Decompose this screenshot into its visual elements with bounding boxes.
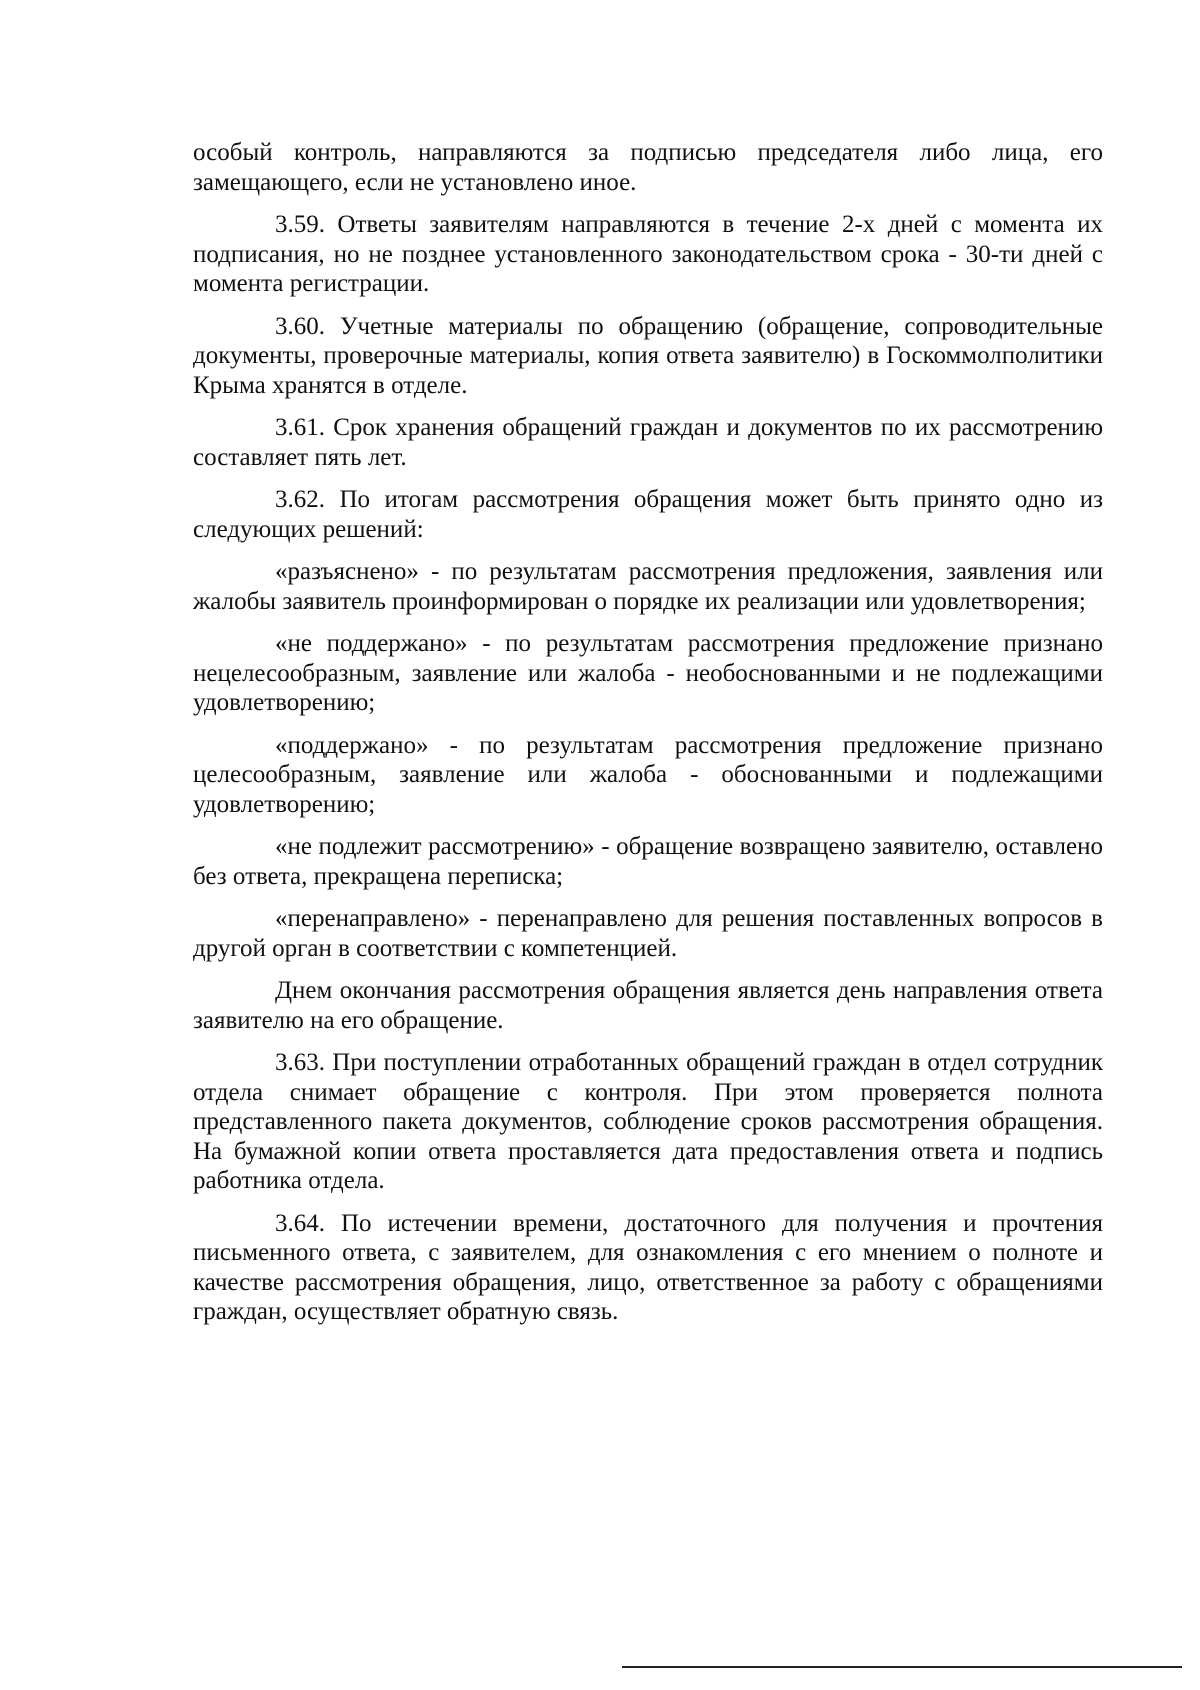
paragraph-3-61: 3.61. Срок хранения обращений граждан и документов по их рассмотрению составляет пять лет. (193, 414, 1103, 471)
decision-item-podderzhano: «поддержано» - по результатам рассмотрения предложение признано целесообразным, заявление или жалоба - обоснованными и подлежащими удовлетворению; (193, 731, 1103, 818)
paragraph-3-60: 3.60. Учетные материалы по обращению (обращение, сопроводительные документы, проверочные материалы, копия ответа заявителю) в Госкоммолполитики Крыма хранятся в отделе. (193, 312, 1103, 399)
paragraph-3-62: 3.62. По итогам рассмотрения обращения может быть принято одно из следующих решений: (193, 486, 1103, 543)
decision-item-razyasneno: «разъяснено» - по результатам рассмотрения предложения, заявления или жалобы заявитель проинформирован о порядке их реализации или удовлетворения; (193, 558, 1103, 615)
paragraph-3-59: 3.59. Ответы заявителям направляются в течение 2-х дней с момента их подписания, но не позднее установленного законодательством срока - 30-ти дней с момента регистрации. (193, 211, 1103, 297)
paragraph-end-of-review: Днем окончания рассмотрения обращения является день направления ответа заявителю на его обращение. (193, 977, 1103, 1034)
decision-item-ne-podlezhit: «не подлежит рассмотрению» - обращение возвращено заявителю, оставлено без ответа, прекращена переписка; (193, 833, 1103, 890)
document-body (193, 138, 1103, 1340)
decision-item-perenapravleno: «перенаправлено» - перенаправлено для решения поставленных вопросов в другой орган в соответствии с компетенцией. (193, 905, 1103, 962)
footer-rule (622, 1666, 1182, 1668)
paragraph-3-63: 3.63. При поступлении отработанных обращений граждан в отдел сотрудник отдела снимает обращение с контроля. При этом проверяется полнота представленного пакета документов, соблюдение сроков рассмотрения обращения. На бумажной копии ответа проставляется дата предоставления ответа и подпись работника отдела. (193, 1049, 1103, 1194)
decision-item-ne-podderzhano: «не поддержано» - по результатам рассмотрения предложение признано нецелесообразным, заявление или жалоба - необоснованными и не подлежащими удовлетворению; (193, 630, 1103, 716)
paragraph-3-64: 3.64. По истечении времени, достаточного для получения и прочтения письменного ответа, с заявителем, для ознакомления с его мнением о полноте и качестве рассмотрения обращения, лицо, ответственное за работу с обращениями граждан, осуществляет обратную связь. (193, 1209, 1103, 1325)
paragraph-continuation: особый контроль, направляются за подписью председателя либо лица, его замещающего, если не установлено иное. (193, 139, 1103, 196)
